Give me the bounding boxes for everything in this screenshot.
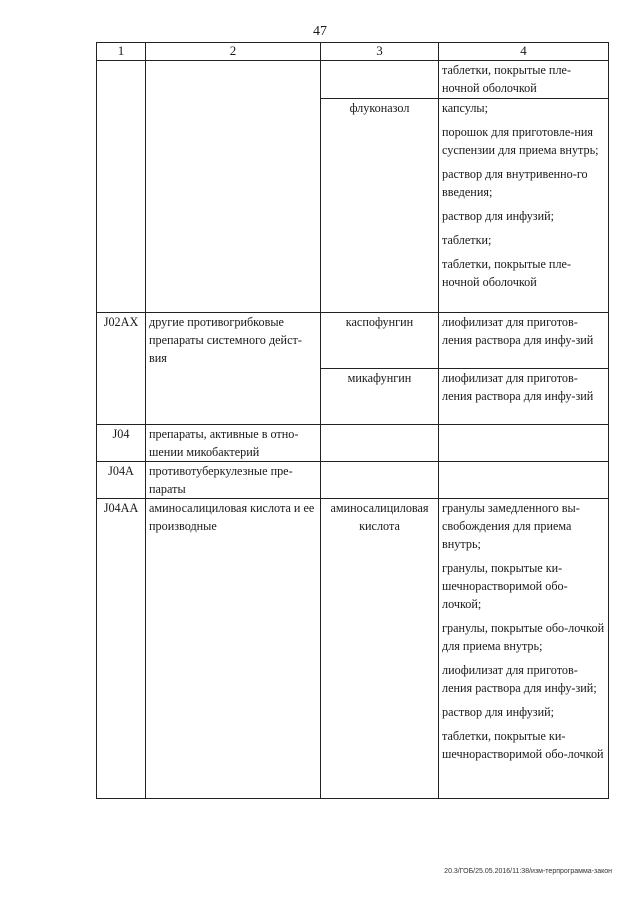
header-cell: 2 (146, 43, 321, 61)
atc-code-cell: J02AX (97, 313, 146, 425)
inn-cell: каспофунгин (321, 313, 439, 369)
table-row (97, 425, 609, 462)
header-cell: 1 (97, 43, 146, 61)
inn-cell (321, 425, 439, 462)
dosage-form-item: таблетки; (442, 233, 492, 247)
dosage-forms-cell (439, 61, 609, 99)
dosage-forms-cell (439, 462, 609, 499)
atc-code-cell: J04AA (97, 499, 146, 799)
dosage-form-item: раствор для инфузий; (442, 209, 555, 223)
dosage-form-item: гранулы, покрытые ки-шечнорастворимой обо-лочкой; (442, 561, 568, 611)
drug-table (96, 42, 609, 799)
dosage-form-item: капсулы; (442, 101, 488, 115)
inn-cell: флуконазол (321, 99, 439, 313)
dosage-form-item: таблетки, покрытые пле-ночной оболочкой (442, 257, 571, 289)
inn-cell: микафунгин (321, 369, 439, 425)
group-name-cell: противотуберкулезные пре-параты (146, 462, 321, 499)
dosage-form-item: лиофилизат для приготов-ления раствора для инфу-зий; (442, 663, 597, 695)
table-row (97, 499, 609, 799)
atc-code-cell: J04 (97, 425, 146, 462)
table-header-row (97, 43, 609, 61)
dosage-form-item: лиофилизат для приготов-ления раствора для инфу-зий (442, 315, 594, 347)
footer-note: 20.3/ГОБ/25.05.2016/11:38/изм-терпрограмма-закон (444, 868, 612, 875)
table-row (97, 313, 609, 369)
dosage-forms-cell (439, 499, 609, 799)
inn-cell: аминосалициловая кислота (321, 499, 439, 799)
dosage-forms-cell (439, 99, 609, 313)
dosage-forms-cell (439, 313, 609, 369)
group-name-cell (146, 61, 321, 313)
header-cell: 4 (439, 43, 609, 61)
page-number: 47 (313, 24, 327, 39)
group-name-cell: другие противогрибковые препараты системного дейст-вия (146, 313, 321, 425)
atc-code-cell: J04A (97, 462, 146, 499)
dosage-form-item: таблетки, покрытые пле-ночной оболочкой (442, 63, 571, 95)
dosage-form-item: таблетки, покрытые ки-шечнорастворимой обо-лочкой (442, 729, 604, 761)
dosage-form-item: раствор для инфузий; (442, 705, 555, 719)
dosage-form-item: порошок для приготовле-ния суспензии для приема внутрь; (442, 125, 599, 157)
dosage-form-item: гранулы, покрытые обо-лочкой для приема внутрь; (442, 621, 605, 653)
group-name-cell: аминосалициловая кислота и ее производные (146, 499, 321, 799)
header-cell: 3 (321, 43, 439, 61)
dosage-forms-cell (439, 425, 609, 462)
dosage-form-item: раствор для внутривенно-го введения; (442, 167, 588, 199)
dosage-form-item: гранулы замедленного вы-свобождения для приема внутрь; (442, 501, 580, 551)
table-row (97, 61, 609, 99)
inn-cell (321, 61, 439, 99)
inn-cell (321, 462, 439, 499)
group-name-cell: препараты, активные в отно-шении микобактерий (146, 425, 321, 462)
dosage-form-item: лиофилизат для приготов-ления раствора для инфу-зий (442, 371, 594, 403)
dosage-forms-cell (439, 369, 609, 425)
atc-code-cell (97, 61, 146, 313)
table-row (97, 462, 609, 499)
